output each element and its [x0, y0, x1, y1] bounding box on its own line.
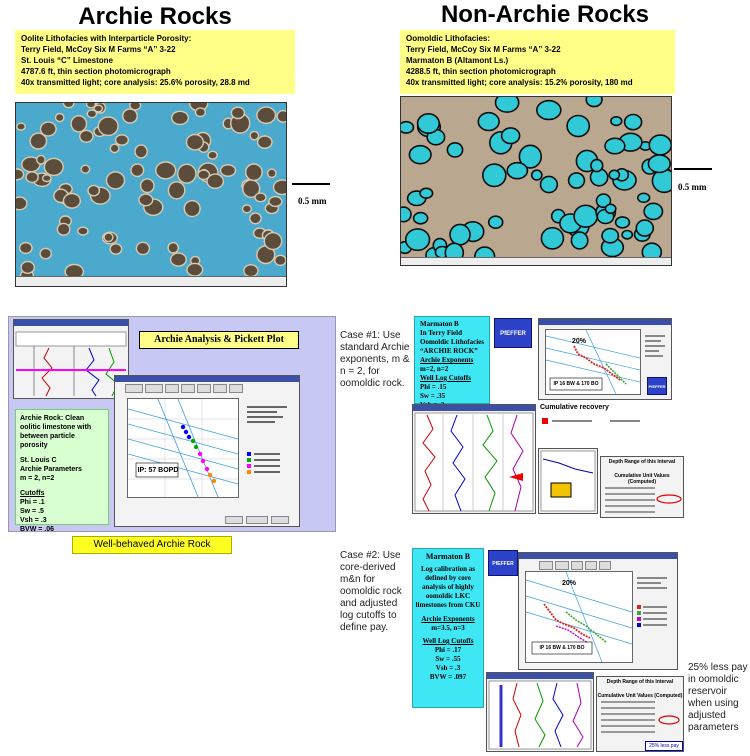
toolbar-button[interactable] [229, 384, 243, 393]
less-pay-tag: 25% less pay [645, 741, 683, 751]
cum-legend-svg [540, 416, 660, 426]
info-line: 40x transmitted light; core analysis: 25.6% porosity, 28.8 md [21, 78, 250, 87]
oolite-image [16, 103, 287, 276]
archie-params-box [15, 409, 109, 533]
ooid-grain [187, 263, 203, 276]
cum-recovery-block [540, 404, 670, 442]
archie-title: Archie Rocks [78, 3, 232, 30]
case1-pickett-plot [545, 329, 641, 395]
archie-analysis-panel [8, 316, 336, 532]
ooid-grain [502, 128, 520, 144]
ooid-grain [130, 103, 141, 110]
ooid-grain [64, 103, 74, 108]
ooid-grain [478, 113, 499, 131]
ooid-grain [541, 228, 563, 249]
case1-params-box [414, 316, 490, 404]
ooid-grain [44, 158, 63, 175]
box-line: Sw = .55 [435, 655, 461, 663]
ooid-grain [20, 243, 33, 254]
pfeffer-logo: PfEFFER [494, 318, 532, 348]
ooid-grain [541, 176, 558, 192]
ooid-grain [574, 205, 597, 227]
ooid-grain [187, 135, 204, 150]
box-line: m=2, n=2 [420, 365, 449, 373]
window-button[interactable] [246, 516, 268, 524]
ooid-grain [171, 253, 187, 266]
ooid-grain [644, 203, 662, 219]
window-button[interactable] [225, 516, 243, 524]
non-archie-photomicrograph [400, 96, 672, 266]
depth-title: Depth Range of this Interval [606, 679, 674, 685]
legend [645, 333, 669, 373]
ooid-grain [586, 97, 602, 107]
case2-pickett-plot [525, 571, 633, 663]
ooid-grain [178, 164, 196, 183]
toolbar-button[interactable] [165, 384, 179, 393]
ooid-grain [475, 247, 495, 257]
legend-svg [637, 575, 675, 635]
ooid-grain [611, 117, 622, 126]
pickett-plot [127, 398, 239, 498]
ooid-grain [642, 243, 661, 257]
ooid-grain [43, 175, 51, 182]
toolbar-button[interactable] [555, 561, 569, 570]
toolbar-button[interactable] [599, 561, 611, 570]
toolbar-button[interactable] [125, 384, 143, 393]
toolbar-button[interactable] [213, 384, 227, 393]
ooid-grain [255, 193, 266, 202]
ooid-grain [450, 224, 470, 244]
pct-label: 20% [562, 580, 577, 587]
toolbar-button[interactable] [539, 561, 553, 570]
log-window [13, 319, 129, 399]
info-line: St. Louis “C” Limestone [21, 56, 114, 65]
ooid-grain [591, 160, 603, 172]
ooid-grain [156, 162, 176, 179]
depth-rows-svg [597, 699, 683, 739]
info-line: Terry Field, McCoy Six M Farms “A” 3-22 [406, 45, 561, 54]
ooid-grain [136, 242, 149, 254]
ip-label: IP 16 BW & 170 BO [539, 645, 585, 651]
ooid-grain [26, 172, 38, 183]
window-titlebar [539, 319, 671, 325]
box-line: Well Log Cutoffs [420, 374, 471, 382]
cutoff: Sw = .5 [20, 508, 44, 515]
ooid-grain [447, 143, 462, 157]
ooid-grain [246, 164, 262, 180]
ooid-grain [636, 220, 653, 236]
info-line: 40x transmitted light; core analysis: 15.2% porosity, 180 md [406, 78, 633, 87]
toolbar [115, 382, 299, 395]
non-archie-title: Non-Archie Rocks [440, 1, 650, 28]
ooid-grain [569, 173, 585, 188]
ooid-grain [184, 201, 200, 217]
cutoff: BVW = .06 [20, 526, 55, 533]
analysis-title: Archie Analysis & Pickett Plot [139, 331, 299, 349]
non-archie-info-box [400, 30, 675, 94]
pfeffer-small-logo: PfEFFER [647, 377, 667, 395]
ooid-grain [250, 213, 261, 224]
case2-params-box [412, 548, 484, 708]
info-line: Marmaton B (Altamont Ls.) [406, 56, 509, 65]
ooid-grain [65, 265, 83, 277]
scale-bar [292, 183, 330, 185]
ooid-grain [168, 182, 184, 199]
decline-window [538, 448, 598, 514]
ooid-grain [231, 107, 244, 118]
ooid-grain [131, 164, 144, 176]
case1-pickett-window [538, 318, 672, 400]
ooid-grain [274, 180, 288, 194]
ip-label: IP: 57 BOPD [137, 467, 179, 474]
case1-depth-window [600, 456, 684, 518]
case1-text: Case #1: Use standard Archie exponents, m & n = 2, for oomoldic rock. [340, 330, 410, 389]
toolbar-button[interactable] [571, 561, 583, 570]
ooid-grain [605, 204, 615, 213]
ooid-grain [208, 151, 217, 159]
ooid-grain [418, 114, 440, 133]
box-line: In Terry Field [420, 329, 463, 337]
ooid-grain [268, 169, 276, 177]
case2-note: 25% less pay in oomoldic reservoir when using adjusted parameters [688, 662, 748, 733]
archie-desc: Archie Rock: Clean oolitic limestone with between particle porosity [20, 415, 92, 449]
box-line: Oomoldic Lithofacies [420, 338, 484, 346]
case2-log-window [486, 672, 594, 752]
ooid-grain [257, 107, 276, 123]
ooid-grain [16, 197, 27, 210]
ooid-grain [116, 135, 129, 145]
ooid-grain [532, 170, 542, 180]
legend [245, 402, 295, 492]
ooid-grain [98, 117, 118, 135]
ooid-grain [609, 170, 619, 179]
info-line: 4787.6 ft, thin section photomicrograph [21, 67, 171, 76]
legend [637, 575, 675, 635]
params-head2: Archie Parameters [20, 466, 82, 473]
ooid-grain [16, 169, 24, 180]
well-behaved-badge: Well-behaved Archie Rock [72, 536, 232, 554]
cutoffs-head: Cutoffs [20, 490, 45, 497]
box-line: Archie Exponents [421, 615, 475, 623]
ooid-grain [172, 111, 189, 124]
ooid-grain [401, 207, 411, 222]
ooid-grain [221, 165, 236, 176]
pfeffer-logo: PfEFFER [488, 550, 518, 576]
pct-label: 20% [572, 338, 587, 345]
scale-bar [674, 168, 712, 170]
case2-text: Case #2: Use core-derived m&n for oomoldic rock and adjusted log cutoffs to define pay. [340, 550, 402, 633]
box-line: Archie Exponents [420, 356, 474, 364]
toolbar-button[interactable] [197, 384, 211, 393]
ooid-grain [81, 165, 89, 173]
ooid-grain [71, 116, 86, 132]
ooid-grain [401, 122, 413, 133]
ooid-grain [78, 227, 88, 235]
box-line: Vsh = .3 [435, 664, 461, 672]
scale-ruler [401, 257, 671, 266]
ooid-grain [483, 164, 506, 186]
ooid-grain [605, 138, 625, 153]
ooid-grain [110, 244, 122, 254]
depth-title: Depth Range of this Interval [608, 459, 676, 465]
ooid-grain [250, 131, 258, 139]
ooid-grain [123, 109, 137, 123]
ooid-grain [196, 108, 206, 117]
ooid-grain [420, 188, 433, 198]
decline-svg [539, 449, 597, 513]
box-line: Sw = .35 [420, 392, 446, 400]
ooid-grain [168, 243, 178, 253]
ip-label: IP 16 BW & 170 BO [553, 381, 599, 387]
ooid-grain [406, 229, 430, 250]
ooid-grain [37, 155, 45, 164]
ooid-grain [41, 122, 57, 136]
ooid-grain [21, 262, 34, 274]
info-line: 4288.5 ft, thin section photomicrograph [406, 67, 556, 76]
legend-svg [245, 402, 295, 492]
toolbar-button[interactable] [181, 384, 195, 393]
log-curves [14, 326, 128, 398]
ooid-grain [537, 101, 561, 120]
ooid-grain [489, 216, 503, 228]
ooid-grain [80, 130, 93, 142]
ooid-grain [87, 110, 96, 118]
box-line: “ARCHIE ROCK” [420, 347, 478, 355]
box-line: Phi = .17 [434, 646, 462, 654]
scale-label: 0.5 mm [298, 196, 327, 206]
scale-ruler [16, 276, 286, 286]
ooid-grain [616, 217, 630, 228]
pickett-plot-svg [128, 399, 238, 497]
ooid-grain [622, 231, 632, 239]
ooid-grain [244, 265, 258, 276]
ooid-grain [141, 179, 154, 193]
cum-title: Cumulative Unit Values (Computed) [614, 473, 670, 485]
info-line: Oolite Lithofacies with Interparticle Porosity: [21, 34, 192, 43]
ooid-grain [17, 123, 25, 130]
box-line: Marmaton B [425, 552, 471, 561]
ooid-grain [648, 155, 670, 173]
case2-depth-window [596, 676, 684, 752]
params-head: St. Louis C [20, 457, 57, 464]
scale-label: 0.5 mm [678, 182, 707, 192]
ooid-grain [64, 194, 81, 209]
toolbar-button[interactable] [585, 561, 597, 570]
box-line: Well Log Cutoffs [422, 637, 474, 645]
case1-log-svg [413, 411, 535, 513]
ooid-grain [496, 97, 519, 112]
cutoff: Vsh = .3 [20, 517, 47, 524]
ooid-grain [649, 135, 671, 155]
ooid-grain [445, 243, 463, 257]
toolbar-button[interactable] [145, 384, 163, 393]
case2-pickett-window [518, 552, 678, 670]
ooid-grain [638, 193, 650, 202]
ooid-grain [139, 194, 153, 206]
box-line: Marmaton B [420, 320, 459, 328]
ooid-grain [57, 223, 69, 235]
ooid-grain [258, 136, 272, 148]
ooid-grain [625, 115, 642, 130]
pickett-window [114, 375, 300, 527]
ooid-grain [110, 144, 119, 152]
depth-rows-svg [601, 485, 683, 519]
ooid-grain [198, 170, 210, 179]
window-buttons [225, 516, 289, 524]
archie-photomicrograph [15, 102, 287, 287]
ooid-grain [243, 205, 252, 213]
cum-recovery-title: Cumulative recovery [540, 404, 609, 411]
cutoff: Phi = .1 [20, 499, 45, 506]
archie-info-box [15, 30, 295, 94]
ooid-grain [88, 185, 99, 195]
info-line: Oomoldic Lithofacies: [406, 34, 491, 43]
ooid-grain [567, 116, 589, 137]
case1-log-window [412, 404, 536, 514]
box-line: Phi = .15 [420, 383, 447, 391]
box-line: Log calibration as defined by core analysis of highly oomoldic LKC limestones from CKU [415, 565, 481, 609]
ooid-grain [277, 111, 287, 123]
ooid-grain [571, 232, 587, 249]
ooid-grain [104, 233, 113, 242]
legend-svg [645, 333, 669, 373]
ooid-grain [507, 163, 527, 179]
ooid-grain [107, 172, 125, 189]
params-values: m = 2, n=2 [20, 475, 55, 482]
ooid-grain [264, 233, 281, 250]
ooid-grain [40, 248, 51, 258]
box-line: m=3.5, n=3 [431, 624, 465, 632]
ooid-grain [409, 146, 431, 164]
cum-title: Cumulative Unit Values (Computed) [597, 693, 683, 699]
window-button[interactable] [271, 516, 289, 524]
oomoldic-image [401, 97, 672, 257]
info-line: Terry Field, McCoy Six M Farms “A” 3-22 [21, 45, 176, 54]
ooid-grain [135, 145, 147, 158]
ooid-grain [269, 197, 282, 207]
ooid-grain [56, 114, 64, 122]
ooid-grain [602, 229, 618, 243]
ooid-grain [414, 213, 428, 224]
box-line: BVW = .097 [429, 673, 467, 681]
ooid-grain [275, 255, 286, 265]
case2-log-svg [487, 679, 593, 751]
